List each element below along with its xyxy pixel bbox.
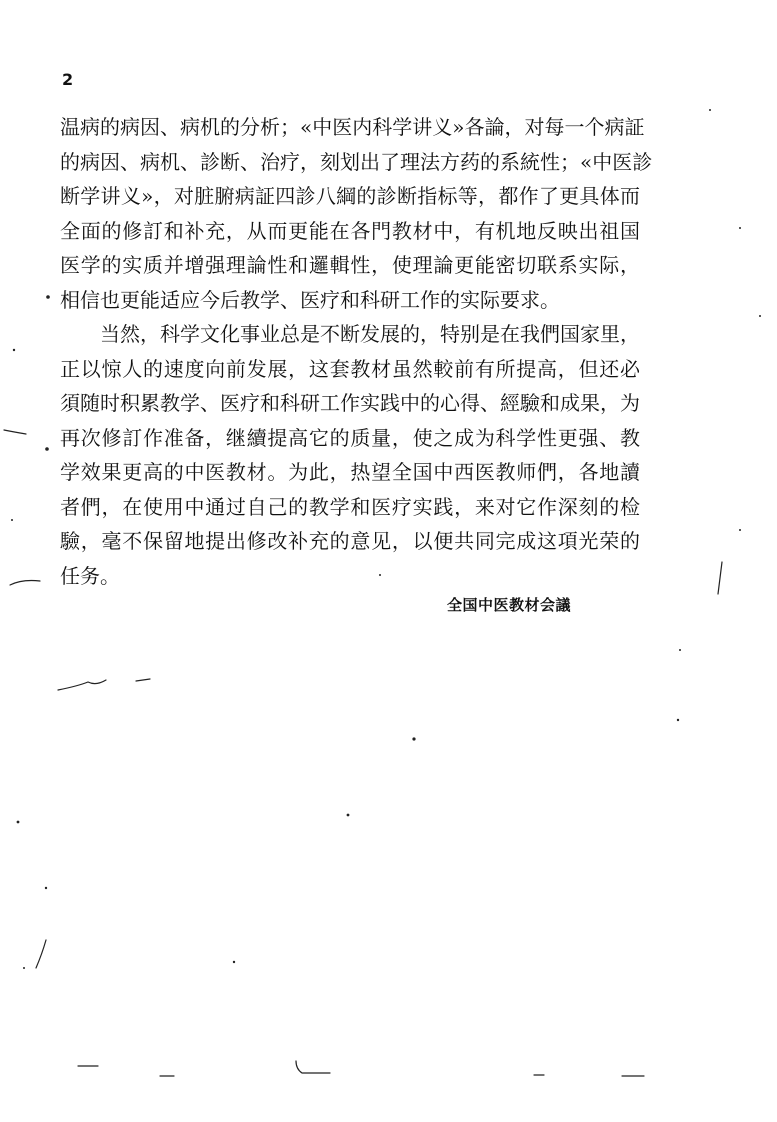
scan-dot <box>412 737 415 740</box>
text-line: 須随时积累教学、医疗和科研工作实践中的心得、經驗和成果，为 <box>60 391 640 415</box>
scan-dot <box>759 315 761 317</box>
signature: 全国中医教材会議 <box>447 596 572 614</box>
text-line: 再次修訂作准备，继續提高它的质量，使之成为科学性更强、教 <box>60 425 640 450</box>
page-number: 2 <box>62 70 74 89</box>
scan-dot <box>233 961 235 963</box>
scan-dot <box>13 349 15 351</box>
scan-mark <box>718 562 722 594</box>
text-line: 任务。 <box>60 563 120 588</box>
scan-mark <box>10 581 40 586</box>
scan-dot <box>709 109 711 111</box>
scan-dot <box>347 814 350 817</box>
scan-dot <box>379 574 381 576</box>
scan-mark <box>296 1061 330 1073</box>
scan-dot <box>45 447 49 451</box>
text-line: 者們，在使用中通过自己的教学和医疗实践，来对它作深刻的检 <box>60 494 640 519</box>
scan-mark <box>4 430 26 434</box>
scan-dot <box>23 967 25 969</box>
scan-dot <box>677 719 679 721</box>
scan-dot <box>11 519 13 521</box>
text-line: 驗，毫不保留地提出修改补充的意见，以便共同完成这項光荣的 <box>60 529 640 553</box>
text-line: 断学讲义»，对脏腑病証四診八綱的診断指标等，都作了更具体而 <box>60 184 640 208</box>
text-line: 正以惊人的速度向前发展，这套教材虽然較前有所提高，但还必 <box>60 356 640 381</box>
scan-dot <box>46 295 50 299</box>
scan-mark <box>36 940 46 968</box>
scan-dot <box>45 887 47 889</box>
text-line: 的病因、病机、診断、治疗，刻划出了理法方药的系統性；«中医診 <box>60 149 653 174</box>
text-line: 学效果更高的中医教材。为此，热望全国中西医教师們，各地讀 <box>60 460 640 484</box>
text-line: 相信也更能适应今后教学、医疗和科研工作的实际要求。 <box>60 287 560 312</box>
scan-dot <box>17 821 20 824</box>
scan-dot <box>739 529 741 531</box>
scan-mark <box>58 680 106 690</box>
text-line: 温病的病因、病机的分析；«中医内科学讲义»各論，对每一个病証 <box>60 115 645 139</box>
scan-dot <box>739 227 741 229</box>
text-line: 全面的修訂和补充，从而更能在各門教材中，有机地反映出祖国 <box>60 218 640 243</box>
scan-mark <box>136 679 150 681</box>
text-line: 当然，科学文化事业总是不断发展的，特别是在我們国家里， <box>60 322 640 346</box>
text-line: 医学的实质并增强理論性和邏輯性，使理論更能密切联系实际， <box>60 253 640 277</box>
scan-dot <box>679 649 681 651</box>
